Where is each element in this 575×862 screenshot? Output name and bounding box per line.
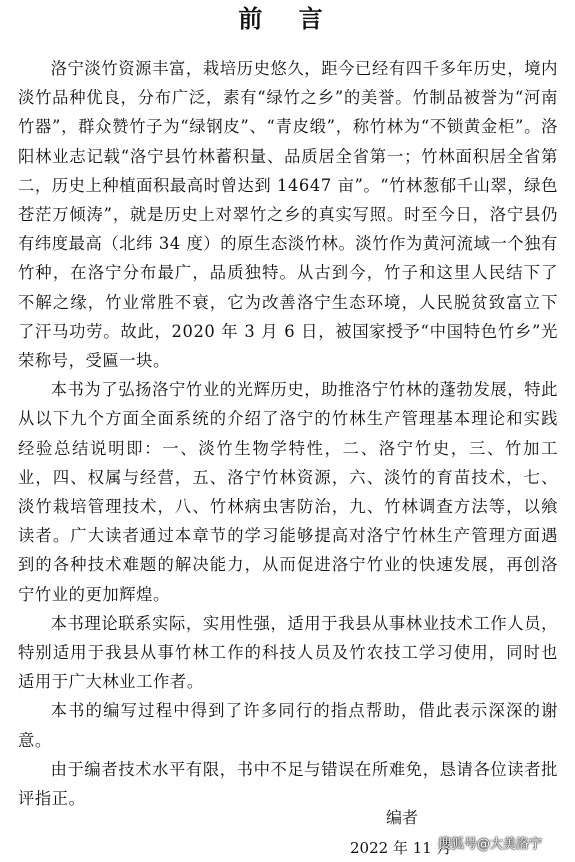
publication-date: 2022 年 11 月 (350, 839, 452, 857)
paragraph-book-purpose: 本书为了弘扬洛宁竹业的光辉历史，助推洛宁竹林的蓬勃发展，特此从以下九个方面全面系统的介绍了洛宁的竹林生产管理基本理论和实践经验总结说明即：一、淡竹生物学特性，二、洛宁竹史，三、竹加工业，四、权属与经营，五、洛宁竹林资源，六、淡竹的育苗技术，七、淡竹栽培管理技术，八、竹林病虫害防治，九、竹林调查方法等，以飨读者。广大读者通过本章节的学习能够提高对洛宁竹林生产管理方面遇到的各种技术难题的解决能力，从而促进洛宁竹业的快速发展，再创洛宁竹业的更加辉煌。 (18, 380, 558, 604)
paragraph-acknowledgement: 本书的编写过程中得到了许多同行的指点帮助，借此表示深深的谢意。 (18, 701, 558, 750)
paragraph-disclaimer: 由于编者技术水平有限，书中不足与错误在所难免，恳请各位读者批评指正。 (18, 759, 558, 809)
paragraph-history: 洛宁淡竹资源丰富，栽培历史悠久，距今已经有四千多年历史，境内淡竹品种优良，分布广泛，素有“绿竹之乡”的美誉。竹制品被誉为“河南竹器”，群众赞竹子为“绿钢皮”、“青皮缎”，称竹林为“不锁黄金柜”。洛阳林业志记载“洛宁县竹林蓄积量、品质居全省第一；竹林面积居全省第二，历史上种植面积最高时曾达到 14647 亩”。“竹林葱郁千山翠，绿色苍茫万倾涛”，就是历史上对翠竹之乡的真实写照。时至今日，洛宁县仍有纬度最高（北纬 34 度）的原生态淡竹林。淡竹作为黄河流域一个独有竹种，在洛宁分布最广，品质独特。从古到今，竹子和这里人民结下了不解之缘，竹业常胜不衰，它为改善洛宁生态环境，人民脱贫致富立下了汗马功劳。故此，2020 年 3 月 6 日，被国家授予“中国特色竹乡”光荣称号，受匾一块。 (18, 59, 558, 371)
preface-body (18, 54, 558, 813)
page-title: 前 言 (238, 5, 337, 33)
source-watermark: 搜狐号@大美洛宁 (438, 837, 543, 852)
author-signature: 编者 (386, 808, 419, 827)
paragraph-audience: 本书理论联系实际，实用性强，适用于我县从事林业技术工作人员，特别适用于我县从事竹林工作的科技人员及竹农技工学习使用，同时也适用于广大林业工作者。 (18, 613, 558, 692)
